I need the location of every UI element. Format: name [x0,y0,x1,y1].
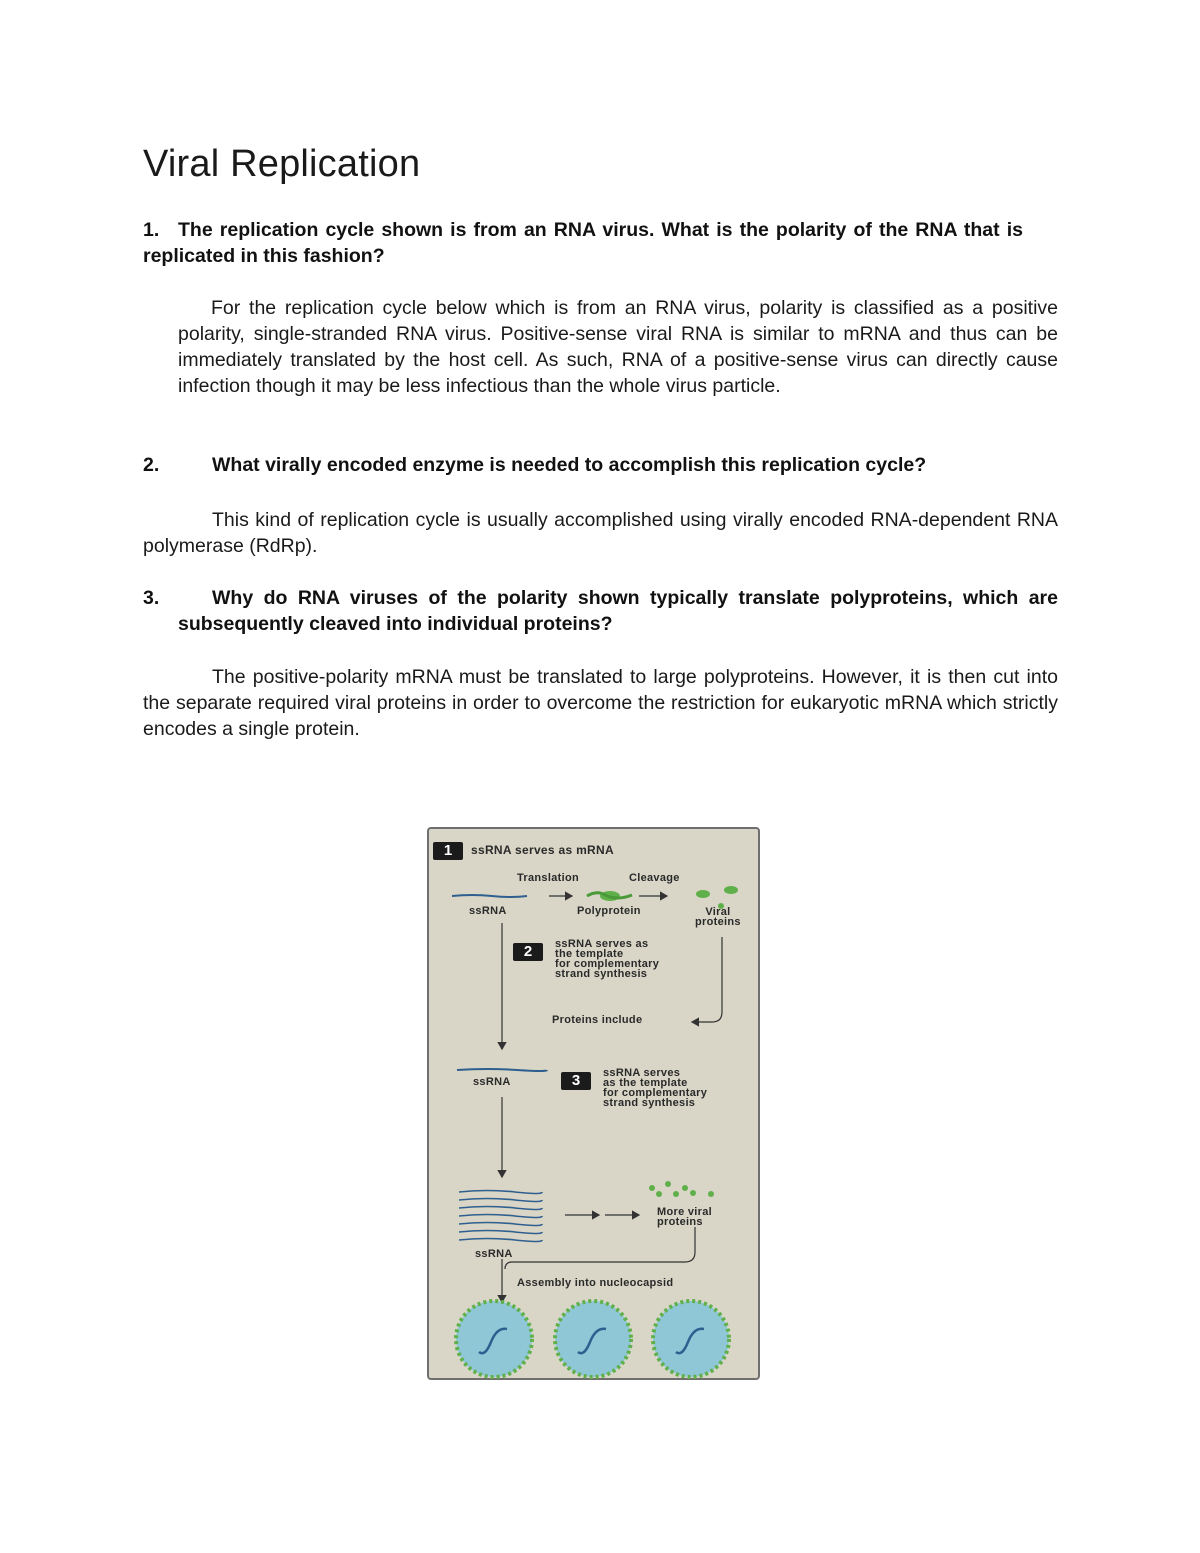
step-2-label: ssRNA serves as the template for complementary strand synthesis [555,938,660,980]
nucleocapsid-2 [555,1301,631,1377]
step-2-badge: 2 [513,943,543,961]
nucleocapsid-3 [653,1301,729,1377]
question-2-text: What virally encoded enzyme is needed to accomplish this replication cycle? [212,454,927,476]
step-3-badge: 3 [561,1072,591,1090]
ssrna-label-mid: ssRNA [473,1076,511,1088]
viral-protein [696,890,710,898]
question-number: 2. [143,454,160,476]
viral-proteins-label: Viral proteins [695,906,741,928]
question-text [143,217,1023,269]
ssrna-label-top: ssRNA [469,905,507,917]
answer-2: This kind of replication cycle is usually accomplished using virally encoded RNA-dependent RNA polymerase (RdRp). [143,509,1058,557]
nucleocapsid-1 [456,1301,532,1377]
step-1-label: ssRNA serves as mRNA [471,843,614,857]
viral-protein [724,886,738,894]
replication-cycle-figure [427,827,760,1380]
proteins-include-label: Proteins include [552,1014,643,1026]
polyprotein-label: Polyprotein [577,905,641,917]
step-3-label: ssRNA serves as the template for complementary strand synthesis [603,1067,708,1109]
page-title: Viral Replication [143,143,421,185]
translation-label: Translation [517,872,579,884]
question-number: 1. [143,219,160,241]
step-1-badge: 1 [433,842,463,860]
answer-1: For the replication cycle below which is from an RNA virus, polarity is classified as a positive polarity, single-stranded RNA virus. Positive-sense viral RNA is similar to mRNA and thus can be immediately translated by the host cell. As such, RNA of a positive-sense virus can directly cause infection though it may be less infectious than the whole virus particle. [178,297,1058,397]
question-number: 3. [143,587,160,609]
more-viral-proteins-label: More viral proteins [657,1206,712,1228]
question-1-text: The replication cycle shown is from an RNA virus. What is the polarity of the RNA that is replicated in this fashion? [143,219,1023,267]
answer-3: The positive-polarity mRNA must be translated to large polyproteins. However, it is then cut into the separate required viral proteins in order to overcome the restriction for eukaryotic mRNA which strictly encodes a single protein. [143,666,1058,740]
cleavage-label: Cleavage [629,872,680,884]
ssrna-label-bottom: ssRNA [475,1248,513,1260]
question-3-text: Why do RNA viruses of the polarity shown typically translate polyproteins, which are subsequently cleaved into individual proteins? [178,587,1058,635]
assembly-label: Assembly into nucleocapsid [517,1277,674,1289]
